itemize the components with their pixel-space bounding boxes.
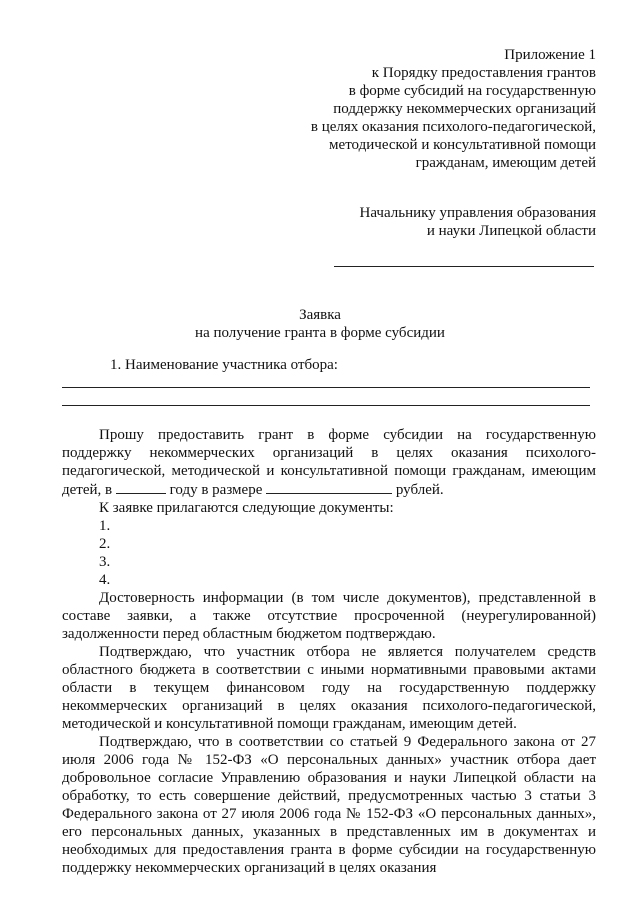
reliability-paragraph: Достоверность информации (в том числе документов), представленной в составе заявки, а также отсутствие просроченной (неурегулированной) задолженности перед областным бюджетом подтверждаю. (62, 590, 596, 642)
addressee-name-blank-line (334, 266, 594, 267)
appendix-line: в целях оказания психолого-педагогической, (310, 119, 596, 135)
participant-name-blank-line (62, 405, 590, 406)
appendix-line: Приложение 1 (504, 47, 596, 63)
appendix-header (311, 46, 596, 172)
addressee-block (360, 204, 596, 240)
appendix-line: в форме субсидий на государственную (348, 83, 596, 99)
appendix-line: гражданам, имеющим детей (415, 155, 596, 171)
year-blank (116, 480, 166, 494)
appendix-line: к Порядку предоставления грантов (371, 65, 596, 81)
participant-name-blank-line (62, 387, 590, 388)
appendix-line: методической и консультативной помощи (329, 137, 596, 153)
attachment-item: 1. (99, 518, 111, 534)
attachment-item: 2. (99, 536, 111, 552)
appendix-line: поддержку некоммерческих организаций (333, 101, 596, 117)
attachment-item: 3. (99, 554, 111, 570)
addressee-line: и науки Липецкой области (426, 223, 596, 239)
attachments-intro: К заявке прилагаются следующие документы: (99, 500, 394, 516)
document-subtitle: на получение гранта в форме субсидии (195, 325, 445, 341)
consent-paragraph: Подтверждаю, что в соответствии со статьей 9 Федерального закона от 27 июля 2006 года № 152-ФЗ «О персональных данных» участник отбора дает добровольное согласие Управлению образования и науки Липецкой области на обработку, то есть совершение действий, предусмотренных частью 3 статьи 3 Федерального закона от 27 июля 2006 года № 152-ФЗ «О персональных данных», его персональных данных, указанных в представленных им в документах и необходимых для предоставления гранта в форме субсидии на государственную поддержку некоммерческих организаций в целях оказания (62, 734, 596, 876)
participant-name-label: 1. Наименование участника отбора: (110, 357, 338, 373)
request-text-3: рублей. (395, 482, 444, 498)
confirmation-paragraph: Подтверждаю, что участник отбора не является получателем средств областного бюджета в соответствии с иными нормативными правовыми актами области в текущем финансовом году на государственную поддержку некоммерческих организаций в целях оказания психолого-педагогической, методической и консультативной помощи гражданам, имеющим детей. (62, 644, 596, 732)
request-paragraph (62, 426, 596, 499)
request-text-1: Прошу предоставить грант в форме субсидии на государственную поддержку некоммерческих организаций в целях оказания психолого-педагогической, методической и консультативной помощи гражданам, имеющим детей, в (62, 427, 596, 498)
addressee-line: Начальнику управления образования (359, 205, 596, 221)
request-text-2: году в размере (169, 482, 263, 498)
amount-blank (266, 480, 392, 494)
document-body (62, 426, 596, 877)
attachment-item: 4. (99, 572, 111, 588)
document-title: Заявка (299, 307, 341, 323)
